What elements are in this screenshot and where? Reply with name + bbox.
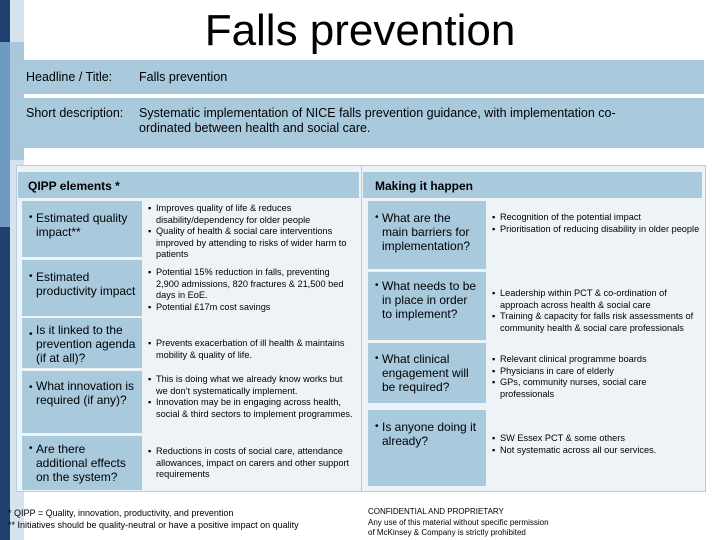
- left-decor-block-mid: [0, 42, 10, 227]
- bullet-icon: •: [29, 329, 33, 340]
- making-row-label-text: What needs to be in place in order to implement?: [382, 279, 477, 321]
- making-row-points-already: [492, 433, 700, 456]
- point-text: Prioritisation of reducing disability in older people: [500, 223, 700, 234]
- short-description-label: Short description:: [26, 106, 124, 120]
- headline-label: Headline / Title:: [26, 70, 113, 84]
- point-text: Improves quality of life & reduces disability/dependency for older people: [156, 203, 311, 225]
- footnote-qipp: * QIPP = Quality, innovation, productivity, and prevention: [8, 508, 234, 518]
- list-item: ▪ Potential 15% reduction in falls, preventing 2,900 admissions, 820 fractures & 21,500 bed days in EoE.: [148, 267, 344, 300]
- list-item: ▪ SW Essex PCT & some others: [492, 433, 625, 443]
- list-item: ▪ Training & capacity for falls risk assessments of community health & social care professionals: [492, 311, 694, 333]
- making-row-label-barriers: [368, 201, 486, 269]
- point-text: Training & capacity for falls risk assessments of community health & social care professionals: [500, 311, 694, 333]
- making-row-label-text: Is anyone doing it already?: [382, 420, 477, 448]
- point-text: Quality of health & social care interventions improved by attending to risks of wider harm to patients: [156, 226, 347, 259]
- list-item: ▪ Leadership within PCT & co-ordination of approach across health & social care: [492, 288, 667, 310]
- point-text: Reductions in costs of social care, attendance allowances, impact on carers and other support requirements: [156, 446, 350, 479]
- list-item: ▪ Innovation may be in engaging across health, social & third sectors to implement programmes.: [148, 397, 353, 419]
- making-row-label-text: What clinical engagement will be required?: [382, 352, 469, 394]
- point-text: Potential 15% reduction in falls, preventing 2,900 admissions, 820 fractures & 21,500 bed days in EoE.: [156, 267, 344, 300]
- bullet-icon: •: [29, 212, 33, 223]
- qipp-heading: QIPP elements *: [28, 179, 120, 193]
- qipp-row-label-text: Estimated quality impact**: [36, 211, 128, 239]
- point-text: Potential £17m cost savings: [156, 301, 271, 312]
- list-item: ▪ Potential £17m cost savings: [148, 301, 271, 312]
- confidential-title: CONFIDENTIAL AND PROPRIETARY: [368, 507, 504, 516]
- making-row-label-clinical: [368, 343, 486, 403]
- qipp-row-points-effects: [148, 446, 360, 481]
- qipp-row-label-productivity: [22, 260, 142, 316]
- making-row-label-needs: [368, 272, 486, 340]
- bullet-icon: •: [375, 280, 379, 291]
- headline-row: [18, 60, 704, 94]
- qipp-row-label-innovation: [22, 371, 142, 433]
- qipp-row-points-productivity: [148, 267, 353, 313]
- making-heading-bar: [363, 172, 702, 198]
- list-item: ▪ Not systematic across all our services.: [492, 444, 657, 455]
- list-item: ▪ Physicians in care of elderly: [492, 365, 614, 376]
- list-item: ▪ Prevents exacerbation of ill health & maintains mobility & quality of life.: [148, 338, 345, 360]
- bullet-icon: •: [29, 271, 33, 282]
- bullet-icon: •: [375, 212, 379, 223]
- bullet-icon: •: [29, 382, 33, 393]
- qipp-row-points-prevention: [148, 338, 353, 361]
- headline-value: Falls prevention: [139, 70, 228, 84]
- list-item: ▪ This is doing what we already know works but we don’t systematically implement.: [148, 374, 343, 396]
- making-row-points-clinical: [492, 354, 700, 400]
- bullet-icon: •: [29, 443, 33, 454]
- qipp-row-label-text: Estimated productivity impact: [36, 270, 136, 298]
- qipp-row-label-effects: [22, 436, 142, 490]
- point-text: Leadership within PCT & co-ordination of approach across health & social care: [500, 288, 667, 310]
- list-item: ▪ Prioritisation of reducing disability in older people: [492, 223, 700, 234]
- short-description-row: [18, 98, 704, 148]
- point-text: SW Essex PCT & some others: [500, 433, 625, 443]
- point-text: Not systematic across all our services.: [500, 444, 657, 455]
- making-row-label-already: [368, 410, 486, 486]
- point-text: Relevant clinical programme boards: [500, 354, 647, 364]
- point-text: GPs, community nurses, social care professionals: [500, 377, 647, 399]
- point-text: Innovation may be in engaging across health, social & third sectors to implement programmes.: [156, 397, 353, 419]
- point-text: Recognition of the potential impact: [500, 212, 641, 222]
- list-item: ▪ GPs, community nurses, social care professionals: [492, 377, 647, 399]
- confidential-notice: [368, 507, 668, 539]
- qipp-row-label-text: What innovation is required (if any)?: [36, 379, 135, 407]
- list-item: ▪ Reductions in costs of social care, attendance allowances, impact on carers and other support requirements: [148, 446, 350, 479]
- qipp-row-label-text: Are there additional effects on the system?: [36, 442, 126, 484]
- footnotes: [8, 508, 358, 531]
- confidential-line-2: of McKinsey & Company is strictly prohibited: [368, 528, 526, 537]
- qipp-row-points-quality: [148, 203, 353, 261]
- list-item: ▪ Improves quality of life & reduces disability/dependency for older people: [148, 203, 311, 225]
- short-description-value: Systematic implementation of NICE falls prevention guidance, with implementation co-ordinated between health and social care.: [139, 106, 616, 135]
- page-title: Falls prevention: [204, 6, 516, 55]
- qipp-row-points-innovation: [148, 374, 353, 420]
- qipp-row-label-quality: [22, 201, 142, 257]
- making-heading: Making it happen: [375, 179, 474, 193]
- qipp-row-label-text: Is it linked to the prevention agenda (if at all)?: [36, 323, 136, 365]
- confidential-line-1: Any use of this material without specific permission: [368, 517, 549, 527]
- list-item: ▪ Quality of health & social care interventions improved by attending to risks of wider harm to patients: [148, 226, 347, 259]
- point-text: This is doing what we already know works but we don’t systematically implement.: [156, 374, 343, 396]
- point-text: Physicians in care of elderly: [500, 365, 614, 376]
- list-item: ▪ Relevant clinical programme boards: [492, 354, 647, 364]
- qipp-row-label-prevention: [22, 318, 142, 368]
- bullet-icon: •: [375, 353, 379, 364]
- making-row-label-text: What are the main barriers for implementation?: [382, 211, 471, 253]
- making-row-points-barriers: [492, 212, 700, 235]
- qipp-heading-bar: [18, 172, 359, 198]
- making-row-points-needs: [492, 288, 700, 334]
- list-item: ▪ Recognition of the potential impact: [492, 212, 641, 222]
- bullet-icon: •: [375, 421, 379, 432]
- footnote-quality: ** Initiatives should be quality-neutral or have a positive impact on quality: [8, 519, 299, 530]
- point-text: Prevents exacerbation of ill health & maintains mobility & quality of life.: [156, 338, 345, 360]
